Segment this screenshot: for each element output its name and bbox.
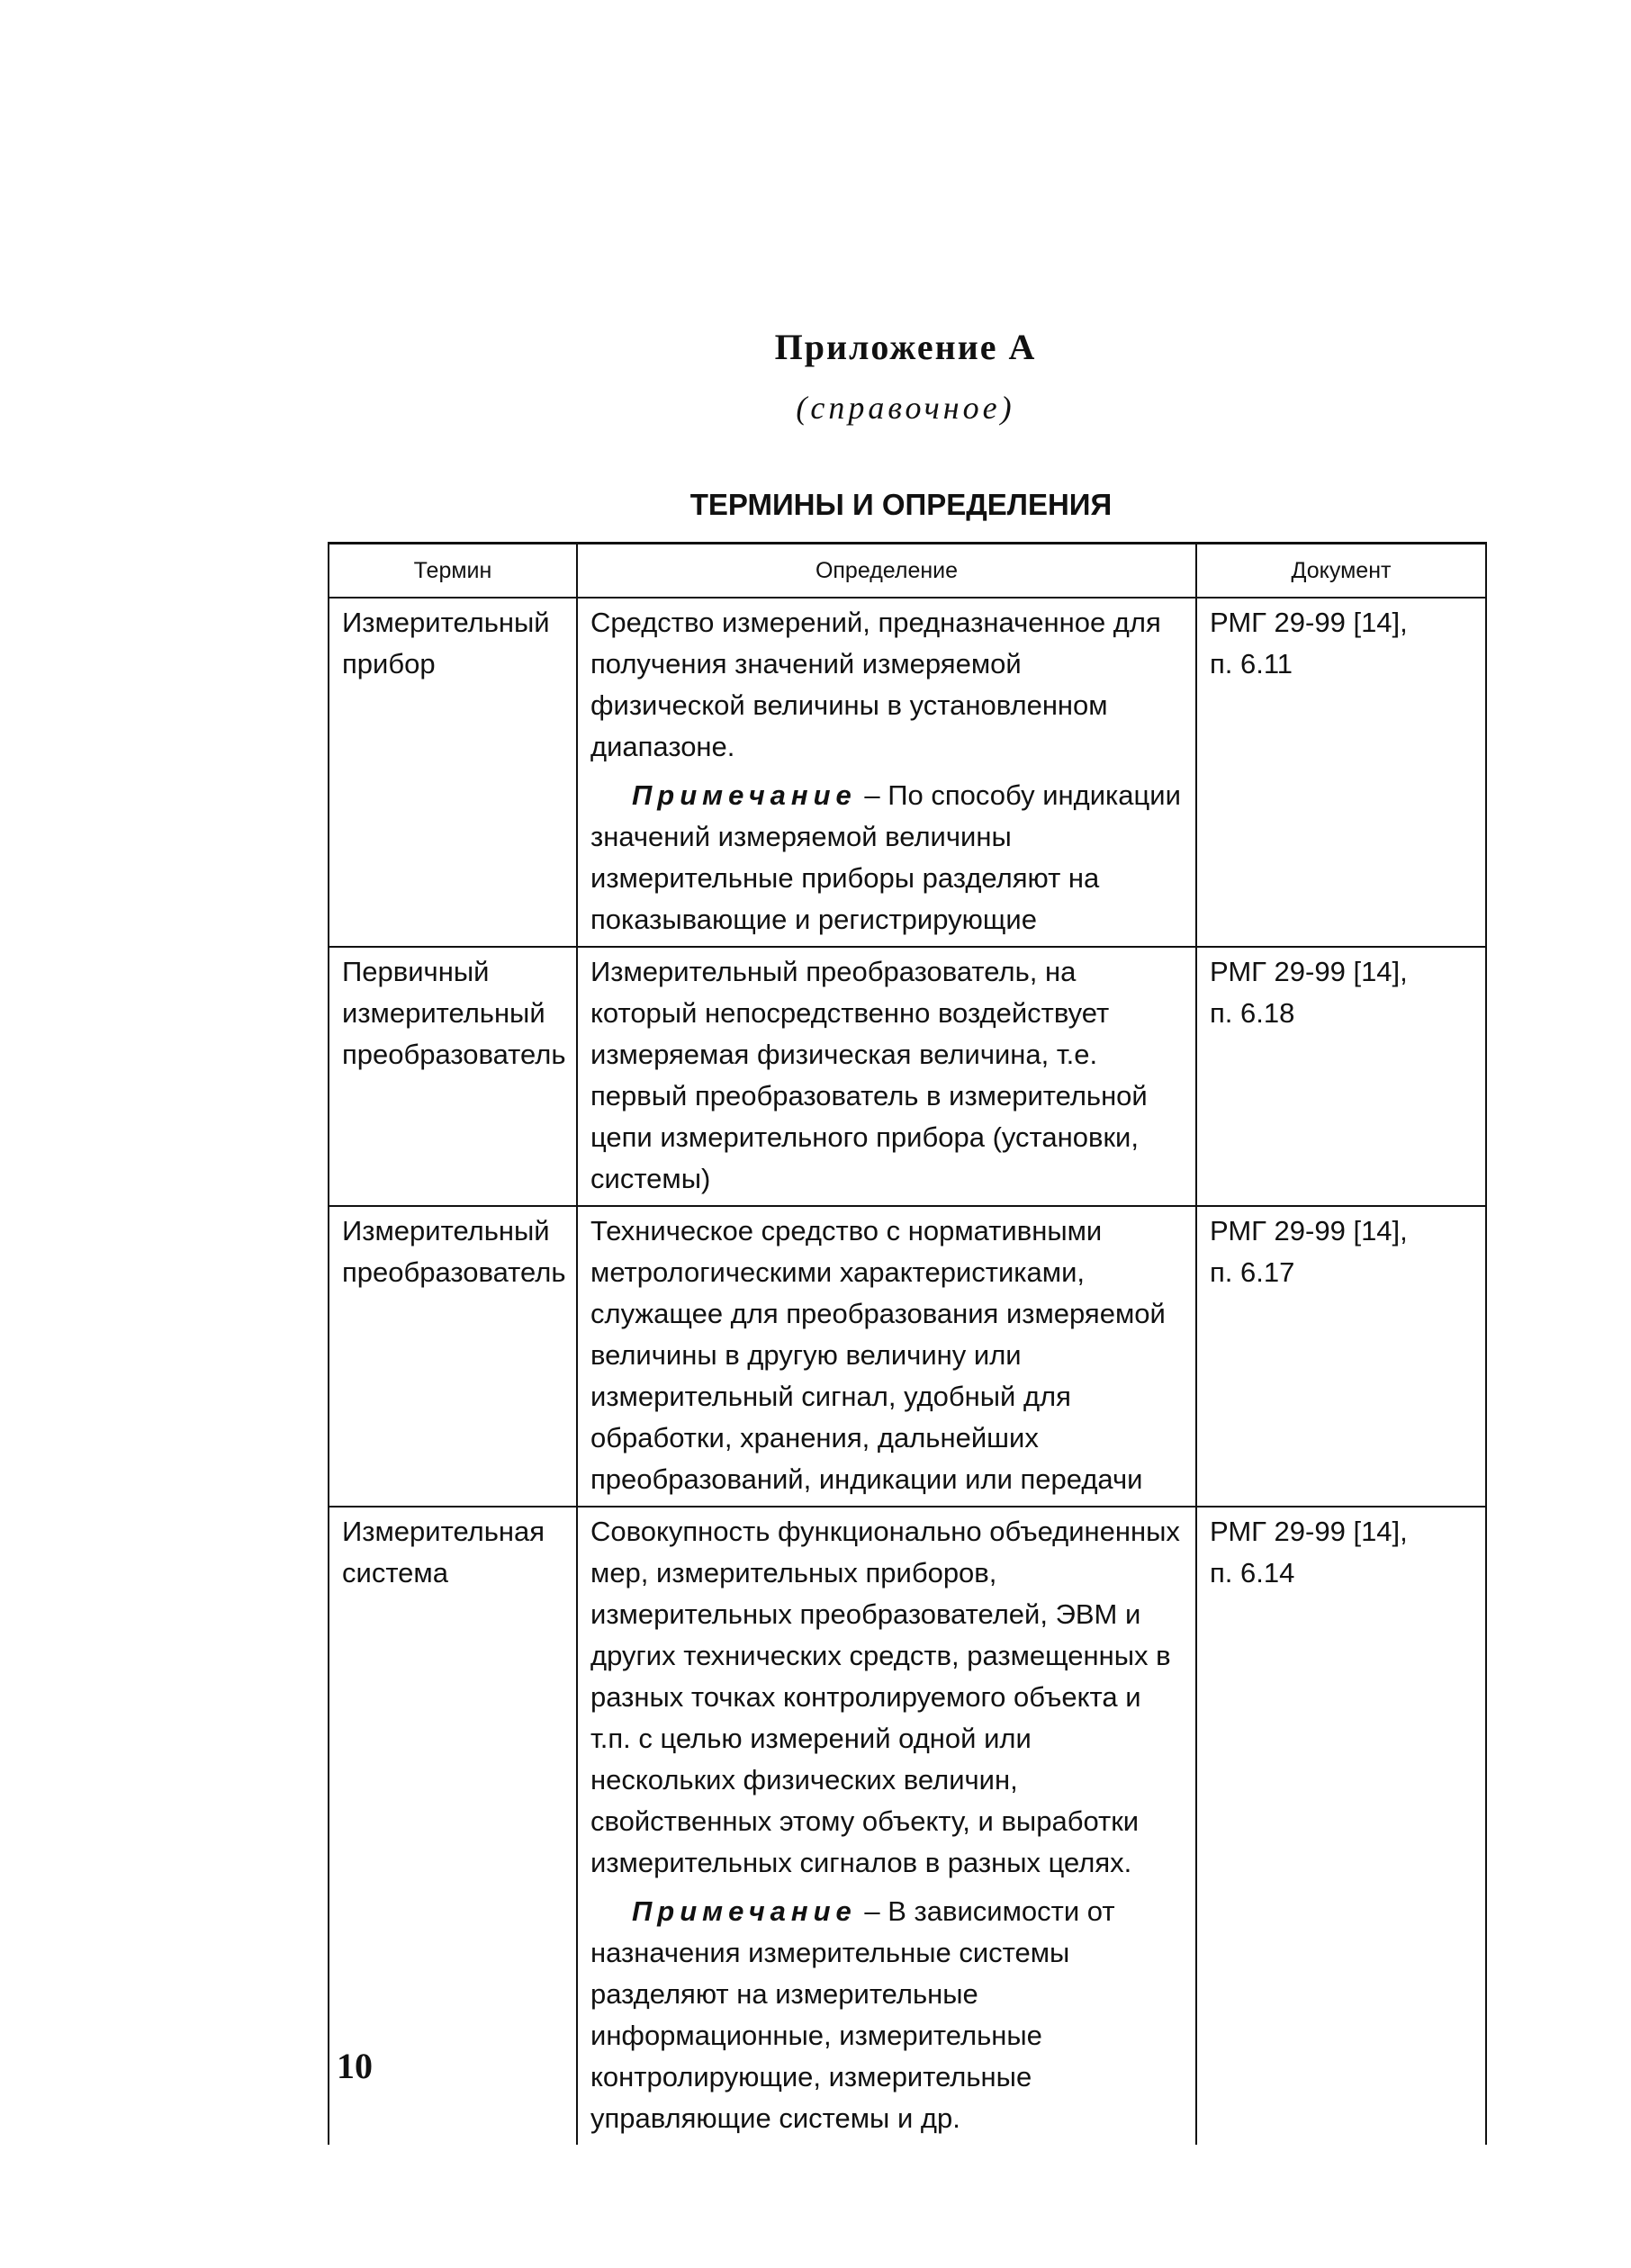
note-label: Примечание	[632, 1895, 857, 1927]
term-cell: Измерительный преобразователь	[329, 1206, 577, 1507]
header-term: Термин	[329, 544, 577, 598]
note-text: – В зависимости от назначения измерительные системы разделяют на измерительные информационные, измерительные контролирующие, измерительные управляющие системы и др.	[590, 1895, 1115, 2134]
table-title: ТЕРМИНЫ И ОПРЕДЕЛЕНИЯ	[689, 488, 1113, 521]
note-label: Примечание	[632, 779, 857, 811]
definition-cell	[577, 1206, 1196, 1507]
appendix-subtitle: (справочное)	[796, 390, 1015, 426]
table-row	[329, 1507, 1486, 2145]
term-cell: Первичный измерительный преобразователь	[329, 947, 577, 1206]
document-cell	[1196, 1206, 1486, 1507]
document-reference: РМГ 29-99 [14],	[1210, 1516, 1408, 1547]
definition-cell	[577, 947, 1196, 1206]
document-cell	[1196, 947, 1486, 1206]
note	[590, 1891, 1183, 2139]
definition-cell	[577, 598, 1196, 947]
table-header-row	[329, 544, 1486, 598]
document-cell	[1196, 598, 1486, 947]
document-clause: п. 6.18	[1210, 997, 1295, 1029]
definition-text: Совокупность функционально объединенных мер, измерительных приборов, измерительных преобразователей, ЭВМ и других технических средств, размещенных в разных точках контролируемого объекта и т.п. с целью измерений одной или нескольких физических величин, свойственных этому объекту, и выработки измерительных сигналов в разных целях.	[590, 1516, 1180, 1878]
document-cell	[1196, 1507, 1486, 2145]
note	[590, 775, 1183, 940]
term-cell: Измерительная система	[329, 1507, 577, 2145]
page-number: 10	[337, 2046, 373, 2086]
definition-cell	[577, 1507, 1196, 2145]
table-row	[329, 598, 1486, 947]
definition-text: Средство измерений, предназначенное для получения значений измеряемой физической величины в установленном диапазоне.	[590, 607, 1161, 762]
document-reference: РМГ 29-99 [14],	[1210, 1215, 1408, 1246]
document-clause: п. 6.11	[1210, 648, 1293, 680]
header-definition: Определение	[577, 544, 1196, 598]
document-clause: п. 6.17	[1210, 1256, 1295, 1288]
term-cell: Измерительный прибор	[329, 598, 577, 947]
table-row	[329, 947, 1486, 1206]
header-document: Документ	[1196, 544, 1486, 598]
document-reference: РМГ 29-99 [14],	[1210, 607, 1408, 638]
table-row	[329, 1206, 1486, 1507]
terms-table	[328, 542, 1487, 2145]
definition-text: Измерительный преобразователь, на который непосредственно воздействует измеряемая физическая величина, т.е. первый преобразователь в измерительной цепи измерительного прибора (установки, системы)	[590, 956, 1148, 1194]
definition-text: Техническое средство с нормативными метрологическими характеристиками, служащее для преобразования измеряемой величины в другую величину или измерительный сигнал, удобный для обработки, хранения, дальнейших преобразований, индикации или передачи	[590, 1215, 1166, 1495]
appendix-title: Приложение А	[774, 327, 1037, 367]
note-text: – По способу индикации значений измеряемой величины измерительные приборы разделяют на показывающие и регистрирующие	[590, 779, 1181, 935]
document-clause: п. 6.14	[1210, 1557, 1295, 1588]
document-reference: РМГ 29-99 [14],	[1210, 956, 1408, 987]
